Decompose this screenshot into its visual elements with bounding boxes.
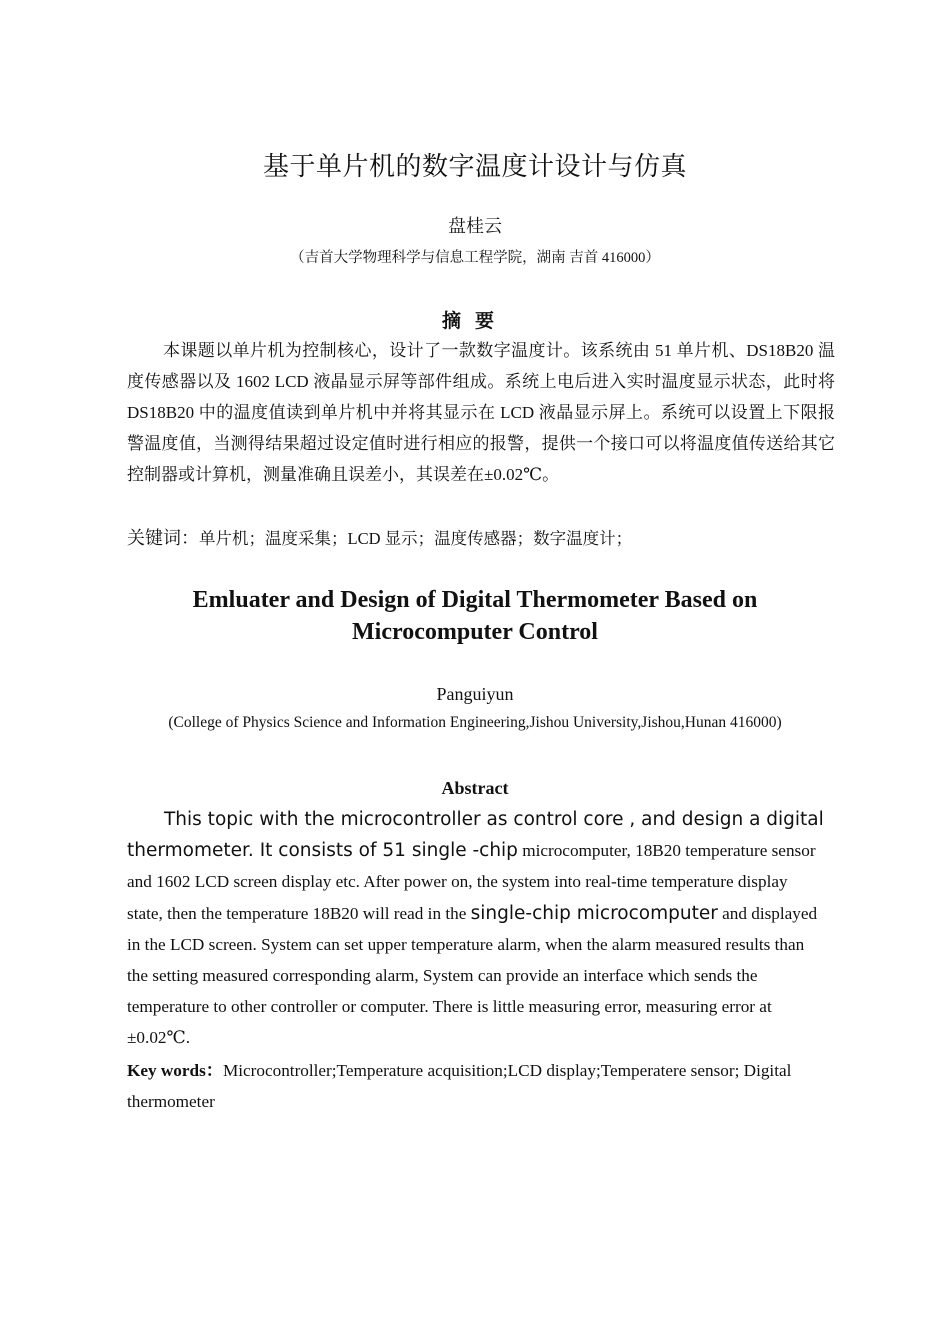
chinese-keywords-label: 关键词： bbox=[127, 528, 199, 549]
english-abstract-body bbox=[127, 804, 827, 1054]
chinese-keywords bbox=[127, 523, 835, 554]
chinese-keywords-text: 单片机；温度采集；LCD 显示；温度传感器；数字温度计； bbox=[199, 529, 633, 548]
chinese-affiliation: （吉首大学物理科学与信息工程学院，湖南 吉首 416000） bbox=[290, 250, 660, 266]
chinese-abstract-body: 本课题以单片机为控制核心，设计了一款数字温度计。该系统由 51 单片机、DS18B20 温度传感器以及 1602 LCD 液晶显示屏等部件组成。系统上电后进入实时温度显示状态，此时将 DS18B20 中的温度值读到单片机中并将其显示在 LCD 液晶显示屏上。系统可以设置上下限报警温度值，当测得结果超过设定值时进行相应的报警，提供一个接口可以将温度值传送给其它控制器或计算机，测量准确且误差小，其误差在±0.02℃。 bbox=[127, 341, 835, 484]
english-title-line2: Microcomputer Control bbox=[352, 619, 598, 645]
chinese-title: 基于单片机的数字温度计设计与仿真 bbox=[262, 152, 687, 182]
chinese-author: 盘桂云 bbox=[448, 216, 502, 236]
chinese-abstract-heading: 摘要 bbox=[441, 311, 508, 332]
english-keywords bbox=[127, 1055, 827, 1117]
english-affiliation: (College of Physics Science and Information Engineering,Jishou University,Jishou,Hunan 416000) bbox=[168, 714, 782, 731]
english-abstract-part4: and displayed in the LCD screen. System can set upper temperature alarm, when the alarm measured results than the setting measured corresponding alarm, System can provide an interface which sends the temperature to other controller or computer. There is little measuring error, measuring error at ±0.02℃. bbox=[127, 903, 818, 1048]
english-abstract-heading: Abstract bbox=[441, 778, 509, 798]
english-keywords-label: Key words： bbox=[127, 1061, 223, 1080]
english-abstract-part3: single-chip microcomputer bbox=[470, 902, 718, 924]
english-title-line1: Emluater and Design of Digital Thermometer Based on bbox=[192, 587, 758, 613]
english-author: Panguiyun bbox=[436, 684, 514, 704]
english-abstract-part1: This topic with the microcontroller as control core , and design a digital thermometer. It consists of 51 single -chip bbox=[127, 809, 824, 862]
english-keywords-text: Microcontroller;Temperature acquisition;LCD display;Temperatere sensor; Digital thermometer bbox=[127, 1061, 792, 1112]
english-title bbox=[0, 584, 950, 648]
english-abstract-part2: microcomputer, 18B20 temperature sensor and 1602 LCD screen display etc. After power on, the system into real-time temperature display state, then the temperature 18B20 will read in the bbox=[127, 841, 816, 923]
